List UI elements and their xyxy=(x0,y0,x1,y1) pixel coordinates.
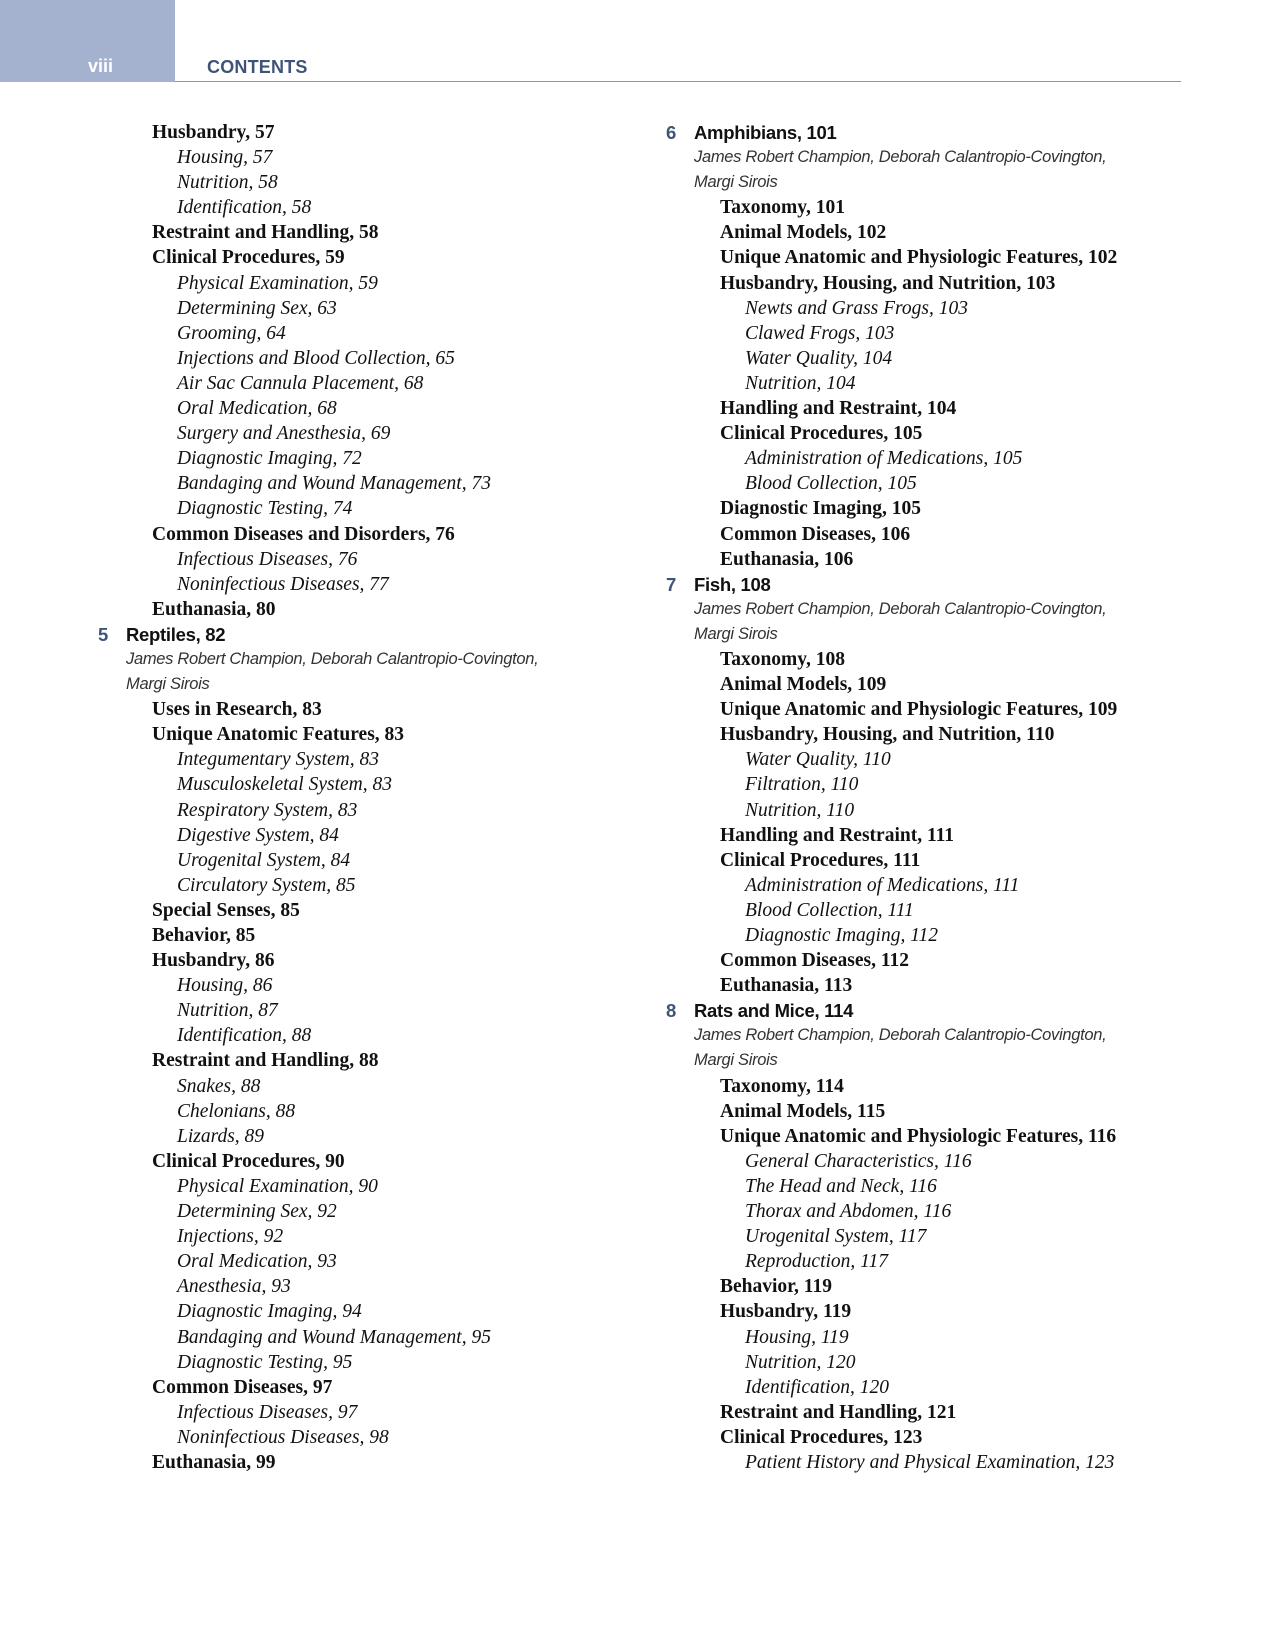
toc-section-entry: Handling and Restraint, 104 xyxy=(720,398,957,420)
toc-subsection-entry: Determining Sex, 92 xyxy=(177,1201,337,1223)
toc-section-entry: Unique Anatomic and Physiologic Features, 109 xyxy=(720,699,1118,721)
toc-subsection-entry: Noninfectious Diseases, 98 xyxy=(177,1426,389,1448)
toc-subsection-entry: Clawed Frogs, 103 xyxy=(745,322,895,344)
toc-section-entry: Husbandry, Housing, and Nutrition, 103 xyxy=(720,272,1056,294)
toc-subsection-entry: General Characteristics, 116 xyxy=(745,1150,972,1172)
toc-subsection-entry: Musculoskeletal System, 83 xyxy=(177,774,392,796)
toc-section-entry: Husbandry, 119 xyxy=(720,1301,852,1323)
chapter-title: Reptiles, 82 xyxy=(126,623,226,645)
toc-section-entry: Animal Models, 115 xyxy=(720,1100,886,1122)
toc-section-entry: Clinical Procedures, 123 xyxy=(720,1426,923,1448)
toc-subsection-entry: Nutrition, 58 xyxy=(177,172,278,194)
toc-section-entry: Euthanasia, 99 xyxy=(152,1451,276,1473)
toc-subsection-entry: Administration of Medications, 111 xyxy=(745,874,1020,896)
chapter-number: 6 xyxy=(666,122,676,143)
toc-subsection-entry: Respiratory System, 83 xyxy=(177,799,358,821)
toc-subsection-entry: Urogenital System, 117 xyxy=(745,1226,927,1248)
toc-subsection-entry: Grooming, 64 xyxy=(177,322,286,344)
toc-section-entry: Animal Models, 102 xyxy=(720,222,887,244)
chapter-title: Fish, 108 xyxy=(694,573,771,595)
toc-subsection-entry: Circulatory System, 85 xyxy=(177,874,356,896)
toc-subsection-entry: Infectious Diseases, 97 xyxy=(177,1401,358,1423)
toc-column-left xyxy=(96,120,616,1475)
toc-section-entry: Taxonomy, 108 xyxy=(720,648,845,670)
toc-subsection-entry: Diagnostic Testing, 95 xyxy=(177,1351,353,1373)
toc-subsection-entry: Diagnostic Imaging, 94 xyxy=(177,1301,362,1323)
toc-subsection-entry: Nutrition, 87 xyxy=(177,1000,278,1022)
toc-subsection-entry: Air Sac Cannula Placement, 68 xyxy=(177,372,424,394)
toc-subsection-entry: Identification, 88 xyxy=(177,1025,312,1047)
toc-chapter-authors: James Robert Champion, Deborah Calantropio-Covington, xyxy=(694,599,1107,618)
toc-subsection-entry: Digestive System, 84 xyxy=(177,824,339,846)
toc-chapter-authors: Margi Sirois xyxy=(126,675,210,694)
toc-section-entry: Restraint and Handling, 121 xyxy=(720,1401,957,1423)
toc-subsection-entry: Blood Collection, 111 xyxy=(745,899,914,921)
running-head: CONTENTS xyxy=(207,57,308,77)
chapter-title: Rats and Mice, 114 xyxy=(694,1000,854,1022)
toc-subsection-entry: Bandaging and Wound Management, 73 xyxy=(177,473,491,495)
toc-section-entry: Euthanasia, 80 xyxy=(152,598,276,620)
toc-subsection-entry: Physical Examination, 90 xyxy=(177,1175,378,1197)
toc-subsection-entry: Diagnostic Testing, 74 xyxy=(177,498,353,520)
toc-subsection-entry: Oral Medication, 68 xyxy=(177,398,337,420)
toc-chapter-entry xyxy=(664,120,1184,145)
toc-subsection-entry: Nutrition, 104 xyxy=(745,372,856,394)
toc-section-entry: Euthanasia, 113 xyxy=(720,975,853,997)
page-number: viii xyxy=(88,56,114,76)
toc-subsection-entry: Newts and Grass Frogs, 103 xyxy=(745,297,969,319)
toc-section-entry: Taxonomy, 114 xyxy=(720,1075,844,1097)
toc-section-entry: Common Diseases, 97 xyxy=(152,1376,333,1398)
toc-subsection-entry: Lizards, 89 xyxy=(177,1125,265,1147)
toc-section-entry: Clinical Procedures, 90 xyxy=(152,1150,345,1172)
toc-subsection-entry: Water Quality, 104 xyxy=(745,347,893,369)
chapter-number: 8 xyxy=(666,1000,676,1022)
toc-subsection-entry: Urogenital System, 84 xyxy=(177,849,351,871)
toc-section-entry: Euthanasia, 106 xyxy=(720,548,854,570)
toc-subsection-entry: Identification, 58 xyxy=(177,197,312,219)
toc-section-entry: Behavior, 85 xyxy=(152,925,256,946)
toc-section-entry: Clinical Procedures, 59 xyxy=(152,247,345,269)
toc-section-entry: Husbandry, Housing, and Nutrition, 110 xyxy=(720,724,1055,746)
toc-chapter-authors: James Robert Champion, Deborah Calantropio-Covington, xyxy=(126,649,539,668)
toc-subsection-entry: Snakes, 88 xyxy=(177,1075,261,1097)
toc-subsection-entry: Chelonians, 88 xyxy=(177,1100,296,1122)
toc-subsection-entry: Identification, 120 xyxy=(745,1376,890,1398)
chapter-number: 7 xyxy=(666,573,676,595)
toc-subsection-entry: Integumentary System, 83 xyxy=(177,749,379,771)
toc-section-entry: Common Diseases, 112 xyxy=(720,950,910,972)
toc-subsection-entry: Oral Medication, 93 xyxy=(177,1251,337,1273)
chapter-number: 5 xyxy=(98,623,108,645)
toc-chapter-authors: Margi Sirois xyxy=(694,624,778,643)
toc-subsection-entry: Nutrition, 120 xyxy=(745,1351,856,1373)
toc-subsection-entry: Blood Collection, 105 xyxy=(745,473,917,495)
toc-section-entry: Special Senses, 85 xyxy=(152,899,300,921)
toc-subsection-entry: Diagnostic Imaging, 112 xyxy=(745,925,939,946)
toc-column-right xyxy=(664,120,1184,1475)
toc-subsection-entry: Injections and Blood Collection, 65 xyxy=(177,347,455,369)
toc-section-entry: Unique Anatomic and Physiologic Features, 102 xyxy=(720,247,1118,269)
toc-section-entry: Husbandry, 86 xyxy=(152,950,275,972)
toc-chapter-authors: James Robert Champion, Deborah Calantropio-Covington, xyxy=(694,1026,1107,1045)
toc-subsection-entry: The Head and Neck, 116 xyxy=(745,1175,937,1197)
toc-subsection-entry: Housing, 57 xyxy=(177,147,273,169)
toc-chapter-entry xyxy=(96,622,616,647)
toc-section-entry: Common Diseases, 106 xyxy=(720,523,911,545)
toc-subsection-entry: Nutrition, 110 xyxy=(745,799,855,821)
toc-subsection-entry: Filtration, 110 xyxy=(745,774,859,796)
toc-section-entry: Behavior, 119 xyxy=(720,1276,832,1298)
toc-section-entry: Animal Models, 109 xyxy=(720,674,887,696)
toc-chapter-authors: James Robert Champion, Deborah Calantropio-Covington, xyxy=(694,148,1107,167)
toc-section-entry: Restraint and Handling, 88 xyxy=(152,1050,379,1072)
toc-section-entry: Uses in Research, 83 xyxy=(152,699,322,721)
toc-section-entry: Diagnostic Imaging, 105 xyxy=(720,498,921,520)
toc-subsection-entry: Surgery and Anesthesia, 69 xyxy=(177,423,391,445)
toc-subsection-entry: Physical Examination, 59 xyxy=(177,272,378,294)
toc-chapter-authors: Margi Sirois xyxy=(694,1051,778,1070)
toc-subsection-entry: Reproduction, 117 xyxy=(745,1251,888,1273)
toc-subsection-entry: Thorax and Abdomen, 116 xyxy=(745,1201,952,1223)
toc-subsection-entry: Housing, 86 xyxy=(177,975,273,997)
toc-subsection-entry: Injections, 92 xyxy=(177,1226,284,1248)
toc-section-entry: Clinical Procedures, 111 xyxy=(720,849,921,871)
header-rule xyxy=(175,81,1181,82)
toc-chapter-entry xyxy=(664,998,1184,1023)
toc-subsection-entry: Water Quality, 110 xyxy=(745,749,891,771)
toc-subsection-entry: Bandaging and Wound Management, 95 xyxy=(177,1326,491,1348)
toc-subsection-entry: Infectious Diseases, 76 xyxy=(177,548,358,570)
toc-section-entry: Handling and Restraint, 111 xyxy=(720,824,955,846)
toc-subsection-entry: Diagnostic Imaging, 72 xyxy=(177,448,362,470)
toc-chapter-entry xyxy=(664,572,1184,597)
toc-chapter-authors: Margi Sirois xyxy=(694,173,778,192)
toc-section-entry: Taxonomy, 101 xyxy=(720,197,845,219)
toc-section-entry: Clinical Procedures, 105 xyxy=(720,423,923,445)
toc-subsection-entry: Determining Sex, 63 xyxy=(177,297,337,319)
toc-section-entry: Unique Anatomic and Physiologic Features, 116 xyxy=(720,1125,1117,1147)
chapter-title: Amphibians, 101 xyxy=(694,122,837,143)
toc-section-entry: Common Diseases and Disorders, 76 xyxy=(152,523,455,545)
toc-subsection-entry: Anesthesia, 93 xyxy=(177,1276,291,1298)
toc-subsection-entry: Noninfectious Diseases, 77 xyxy=(177,573,389,595)
toc-section-entry: Husbandry, 57 xyxy=(152,122,275,143)
toc-subsection-entry: Administration of Medications, 105 xyxy=(745,448,1023,470)
toc-section-entry: Restraint and Handling, 58 xyxy=(152,222,379,244)
toc-subsection-entry: Patient History and Physical Examination, 123 xyxy=(745,1451,1115,1473)
toc-section-entry: Unique Anatomic Features, 83 xyxy=(152,724,405,746)
toc-subsection-entry: Housing, 119 xyxy=(745,1326,849,1348)
